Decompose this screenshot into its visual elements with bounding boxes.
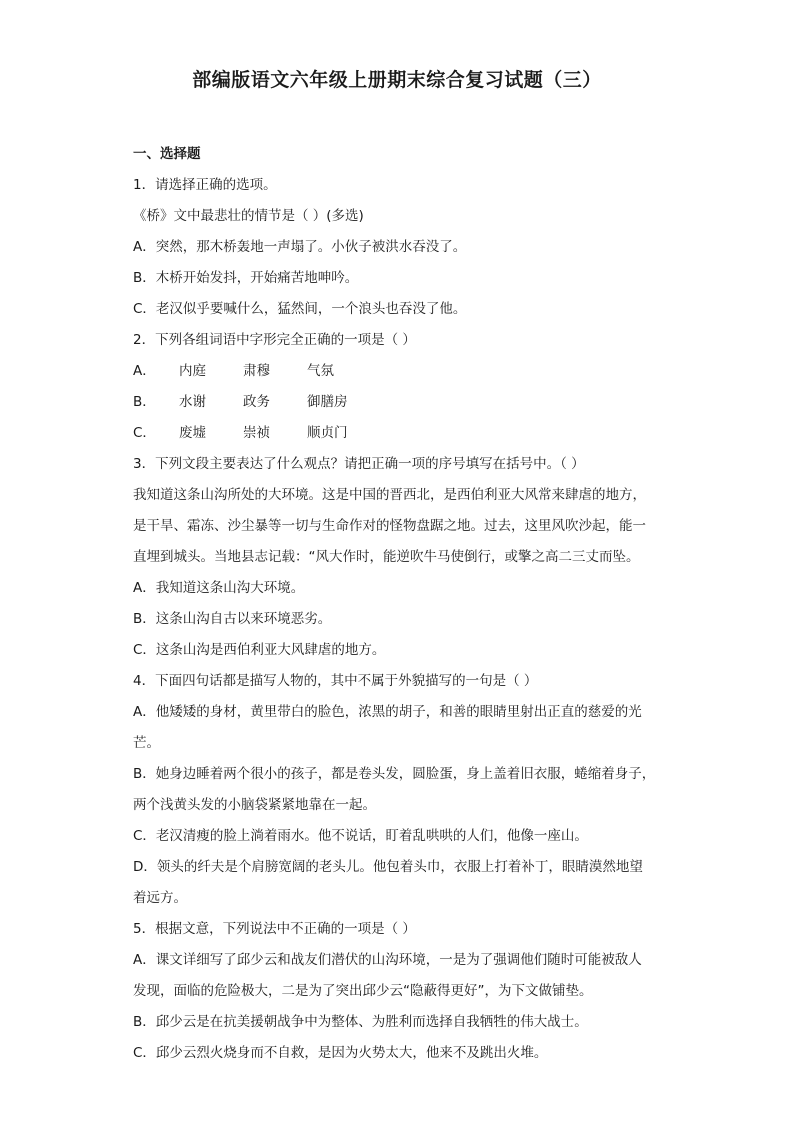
question-1-subprompt: 《桥》文中最悲壮的情节是（ ）(多选): [133, 208, 364, 224]
question-3-option-a: A．我知道这条山沟大环境。: [133, 580, 305, 596]
section-heading: 一、选择题: [133, 146, 201, 162]
question-5-option-a: A．课文详细写了邱少云和战友们潜伏的山沟环境，一是为了强调他们随时可能被敌人: [133, 952, 642, 968]
question-3-option-b: B．这条山沟自古以来环境恶劣。: [133, 611, 332, 627]
question-3-option-c: C．这条山沟是西伯利亚大风肆虐的地方。: [133, 642, 386, 658]
word-item: 顺贞门: [307, 425, 348, 441]
question-2-stem: 2．下列各组词语中字形完全正确的一项是（ ）: [133, 332, 416, 348]
question-1-option-c: C．老汉似乎要喊什么，猛然间，一个浪头也吞没了他。: [133, 301, 467, 317]
question-3-passage-line: 我知道这条山沟所处的大环境。这是中国的晋西北，是西伯利亚大风常来肆虐的地方，: [133, 487, 646, 503]
option-label: B．: [133, 394, 156, 410]
question-4-stem: 4．下面四句话都是描写人物的，其中不属于外貌描写的一句是（ ）: [133, 673, 538, 689]
question-5-option-c: C．邱少云烈火烧身而不自救，是因为火势太大，他来不及跳出火堆。: [133, 1045, 548, 1061]
word-item: 废墟: [179, 425, 206, 441]
question-3-passage-line: 是干旱、霜冻、沙尘暴等一切与生命作对的怪物盘踞之地。过去，这里风吹沙起，能一: [133, 518, 646, 534]
question-3-stem: 3．下列文段主要表达了什么观点？请把正确一项的序号填写在括号中。（ ）: [133, 456, 585, 472]
question-4-option-b: B．她身边睡着两个很小的孩子，都是卷头发，圆脸蛋，身上盖着旧衣服，蜷缩着身子，: [133, 766, 656, 782]
question-2-option-a: [133, 356, 673, 387]
question-4-option-a: A．他矮矮的身材，黄里带白的脸色，浓黑的胡子，和善的眼睛里射出正直的慈爱的光: [133, 704, 642, 720]
option-label: C．: [133, 425, 156, 441]
option-label: A．: [133, 363, 156, 379]
question-body: [133, 170, 673, 1069]
word-item: 政务: [243, 394, 270, 410]
question-4-option-b-cont: 两个浅黄头发的小脑袋紧紧地靠在一起。: [133, 797, 376, 813]
question-5-option-b: B．邱少云是在抗美援朝战争中为整体、为胜利而选择自我牺牲的伟大战士。: [133, 1014, 588, 1030]
word-item: 肃穆: [243, 363, 270, 379]
question-1-option-b: B．木桥开始发抖，开始痛苦地呻吟。: [133, 270, 359, 286]
word-item: 水谢: [179, 394, 206, 410]
word-item: 内庭: [179, 363, 206, 379]
word-item: 气氛: [307, 363, 334, 379]
question-1-option-a: A．突然，那木桥轰地一声塌了。小伙子被洪水吞没了。: [133, 239, 467, 255]
question-1-stem: 1．请选择正确的选项。: [133, 177, 277, 193]
word-item: 御膳房: [307, 394, 348, 410]
question-3-passage-line: 直埋到城头。当地县志记载：“风大作时，能逆吹牛马使倒行，或擎之高二三丈而坠。: [133, 549, 640, 565]
page-title: 部编版语文六年级上册期末综合复习试题（三）: [192, 69, 602, 91]
question-2-option-b: [133, 387, 673, 418]
question-4-option-d: D．领头的纤夫是个肩膀宽阔的老头儿。他包着头巾，衣服上打着补丁，眼睛漠然地望: [133, 859, 643, 875]
question-5-stem: 5．根据文意，下列说法中不正确的一项是（ ）: [133, 921, 416, 937]
question-4-option-d-cont: 着远方。: [133, 890, 187, 906]
question-2-option-c: [133, 418, 673, 449]
question-5-option-a-cont: 发现，面临的危险极大，二是为了突出邱少云“隐蔽得更好”，为下文做铺垫。: [133, 983, 593, 999]
question-4-option-c: C．老汉清瘦的脸上淌着雨水。他不说话，盯着乱哄哄的人们，他像一座山。: [133, 828, 588, 844]
question-4-option-a-cont: 芒。: [133, 735, 160, 751]
word-item: 崇祯: [243, 425, 270, 441]
